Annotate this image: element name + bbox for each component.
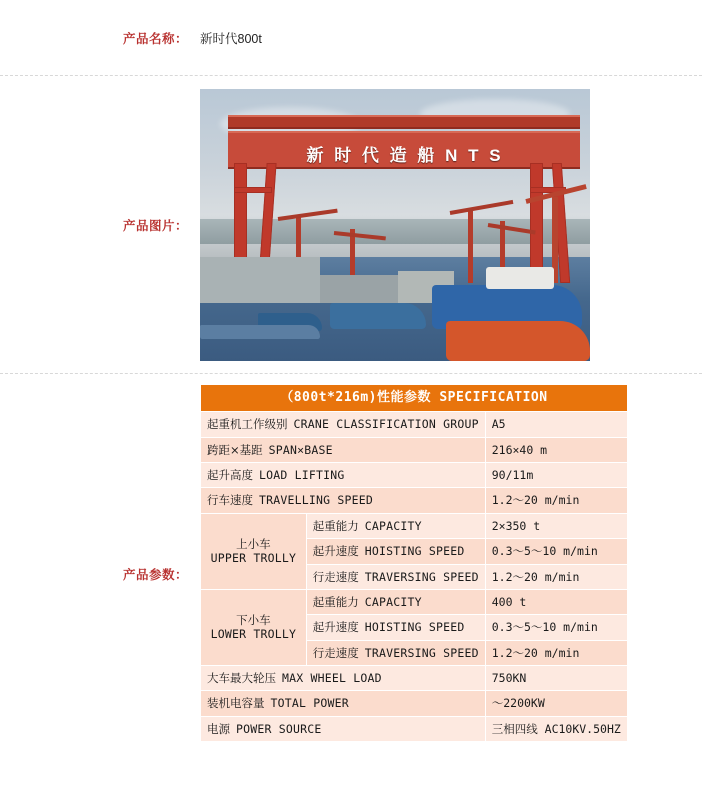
spec-sub-cn: 起升速度	[312, 620, 359, 635]
product-params-label: 产品参数：	[122, 568, 188, 582]
product-image-content	[200, 76, 702, 373]
upper-trolly-en: UPPER TROLLY	[210, 551, 297, 566]
lower-trolly-group-cell	[201, 589, 307, 665]
product-image-row	[0, 76, 702, 374]
spec-value-cell: 750KN	[485, 666, 627, 691]
lower-trolly-en: LOWER TROLLY	[210, 627, 297, 642]
spec-title-row	[201, 385, 628, 412]
table-row	[201, 463, 628, 488]
product-params-row	[0, 374, 702, 774]
quay-warehouse	[320, 275, 398, 303]
spec-value-cell: 三相四线 AC10KV.50HZ	[485, 716, 627, 741]
spec-name-cell	[201, 412, 486, 437]
spec-sub-cn: 起升速度	[312, 544, 359, 559]
ship-orange	[446, 321, 590, 361]
spec-name-cell	[201, 691, 486, 716]
spec-value-cell: A5	[485, 412, 627, 437]
table-row	[201, 513, 628, 538]
quay-warehouse	[200, 257, 320, 303]
spec-name-cn: 行车速度	[207, 493, 253, 508]
spec-sub-cell	[306, 539, 485, 564]
product-name-content	[200, 0, 702, 75]
spec-name-cn: 起重机工作级别	[207, 417, 288, 432]
product-name-label: 产品名称：	[122, 31, 188, 46]
spec-value-cell: 400 t	[485, 589, 627, 614]
table-row	[201, 589, 628, 614]
spec-value-cell: 216×40 m	[485, 437, 627, 462]
table-row	[201, 437, 628, 462]
spec-name-cell	[201, 488, 486, 513]
spec-name-cn: 装机电容量	[207, 696, 265, 711]
spec-sub-cell	[306, 615, 485, 640]
ship-superstructure	[486, 267, 554, 289]
ship-barge	[200, 325, 320, 339]
product-name-row	[0, 0, 702, 76]
spec-name-cn: 电源	[207, 721, 230, 736]
spec-name-en: POWER SOURCE	[236, 721, 322, 736]
spec-sub-en: CAPACITY	[364, 594, 422, 609]
spec-name-en: MAX WHEEL LOAD	[282, 671, 382, 685]
spec-value-cell: 2×350 t	[485, 513, 627, 538]
table-row	[201, 666, 628, 691]
spec-name-en: SPAN×BASE	[268, 442, 333, 457]
spec-title-cell: （800t*216m)性能参数 SPECIFICATION	[201, 385, 628, 412]
product-image-label: 产品图片：	[122, 218, 188, 233]
spec-name-cell	[201, 666, 486, 691]
spec-sub-cell	[306, 564, 485, 589]
spec-value-cell: ～2200KW	[485, 691, 627, 716]
dock-crane-tower	[468, 209, 473, 283]
spec-sub-en: HOISTING SPEED	[364, 544, 465, 559]
table-row	[201, 412, 628, 437]
upper-trolly-group-cell	[201, 513, 307, 589]
table-row	[201, 716, 628, 741]
specification-table	[200, 384, 628, 742]
gantry-leg-right-outer	[530, 163, 543, 283]
spec-sub-en: HOISTING SPEED	[364, 620, 465, 635]
lower-trolly-cn: 下小车	[236, 613, 271, 628]
spec-value-cell: 0.3～5～10 m/min	[485, 615, 627, 640]
spec-sub-en: TRAVERSING SPEED	[364, 569, 479, 584]
spec-sub-cell	[306, 513, 485, 538]
spec-sub-cell	[306, 640, 485, 665]
shipyard-photo	[200, 89, 590, 361]
spec-name-cell	[201, 437, 486, 462]
spec-name-en: TRAVELLING SPEED	[259, 493, 373, 508]
spec-name-cn: 大车最大轮压	[207, 671, 276, 685]
gantry-banner-text: 新 时 代 造 船 N T S	[306, 145, 504, 165]
spec-sub-en: CAPACITY	[364, 518, 422, 533]
spec-sub-cn: 起重能力	[312, 594, 359, 609]
ship-small-blue	[330, 303, 426, 329]
spec-name-cn: 跨距×基距	[207, 442, 263, 457]
spec-value-cell: 90/11m	[485, 463, 627, 488]
spec-value-cell: 1.2～20 m/min	[485, 488, 627, 513]
spec-sub-cn: 起重能力	[312, 518, 359, 533]
spec-name-cell	[201, 463, 486, 488]
gantry-brace-left	[234, 187, 272, 193]
spec-sub-cell	[306, 589, 485, 614]
gantry-top-rail	[228, 115, 580, 129]
spec-name-en: CRANE CLASSIFICATION GROUP	[293, 417, 479, 432]
spec-value-cell: 1.2～20 m/min	[485, 564, 627, 589]
spec-name-en: LOAD LIFTING	[259, 468, 345, 482]
spec-value-cell: 0.3～5～10 m/min	[485, 539, 627, 564]
product-params-content	[200, 374, 702, 774]
product-name-value: 新时代800t	[200, 31, 262, 46]
table-row	[201, 488, 628, 513]
spec-name-en: TOTAL POWER	[270, 696, 349, 711]
spec-sub-en: TRAVERSING SPEED	[364, 645, 479, 660]
upper-trolly-cn: 上小车	[236, 536, 271, 551]
spec-name-cell	[201, 716, 486, 741]
spec-sub-cn: 行走速度	[312, 569, 359, 584]
spec-sub-cn: 行走速度	[312, 645, 359, 660]
spec-name-cn: 起升高度	[207, 468, 253, 482]
spec-value-cell: 1.2～20 m/min	[485, 640, 627, 665]
table-row	[201, 691, 628, 716]
